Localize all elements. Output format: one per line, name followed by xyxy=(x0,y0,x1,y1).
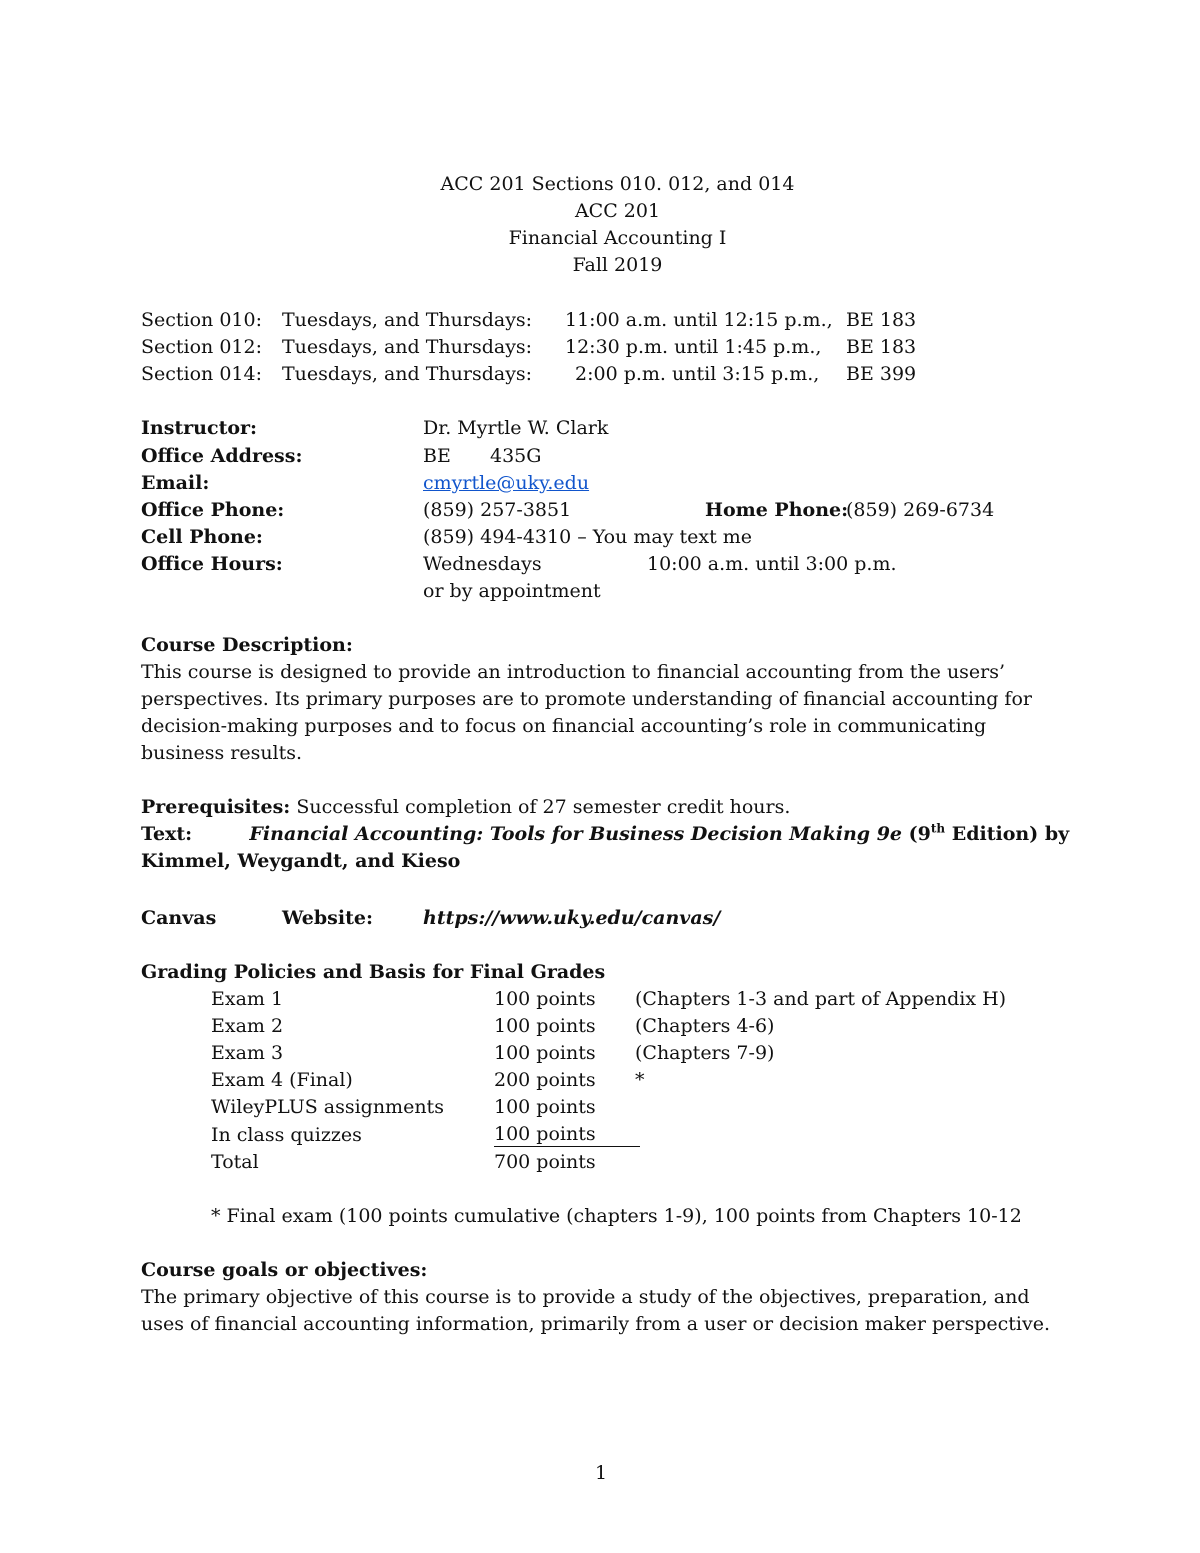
office-hours-day: Wednesdays xyxy=(423,553,542,575)
section-days: Tuesdays, and Thursdays: xyxy=(282,309,533,331)
section-label: Section 010: xyxy=(141,309,262,331)
prerequisites-text: Successful completion of 27 semester credit hours. xyxy=(296,796,791,818)
textbook-label: Text: xyxy=(141,823,193,845)
section-time: 12:30 p.m. until 1:45 p.m., xyxy=(565,336,822,358)
textbook-title: Financial Accounting: Tools for Business Decision Making 9e xyxy=(249,823,903,845)
office-building: BE xyxy=(423,445,451,467)
grading-points: 200 points xyxy=(494,1069,596,1091)
grading-item: Exam 2 xyxy=(211,1015,284,1037)
section-room: BE 183 xyxy=(846,336,917,358)
grading-item: Total xyxy=(211,1151,259,1173)
textbook-authors: Kimmel, Weygandt, and Kieso xyxy=(141,850,461,872)
grading-note: (Chapters 1-3 and part of Appendix H) xyxy=(635,988,1007,1010)
grading-points: 100 points xyxy=(494,1122,640,1147)
canvas-label: Canvas xyxy=(141,907,217,929)
office-address-label: Office Address: xyxy=(141,445,303,467)
grading-item: WileyPLUS assignments xyxy=(211,1096,444,1118)
home-phone-label: Home Phone: xyxy=(705,499,849,521)
office-hours-alt: or by appointment xyxy=(423,580,601,602)
grading-item: In class quizzes xyxy=(211,1124,362,1146)
section-time: 2:00 p.m. until 3:15 p.m., xyxy=(575,363,820,385)
instructor-label: Instructor: xyxy=(141,417,258,439)
course-header-line2: ACC 201 xyxy=(574,200,661,222)
instructor-name: Dr. Myrtle W. Clark xyxy=(423,417,609,439)
grading-note: * xyxy=(635,1069,645,1091)
course-title: Financial Accounting I xyxy=(508,227,727,249)
textbook-edition-sup: th xyxy=(930,821,946,836)
section-room: BE 183 xyxy=(846,309,917,331)
grading-item: Exam 1 xyxy=(211,988,284,1010)
course-description-heading: Course Description: xyxy=(141,634,353,656)
website-label: Website: xyxy=(282,907,373,929)
course-goals-text: The primary objective of this course is to provide a study of the objectives, preparation, and uses of financial accounting information, primarily from a user or decision maker perspective. xyxy=(141,1286,1050,1335)
canvas-url[interactable]: https://www.uky.edu/canvas/ xyxy=(423,907,721,929)
home-phone: (859) 269-6734 xyxy=(846,499,995,521)
section-time: 11:00 a.m. until 12:15 p.m., xyxy=(565,309,833,331)
course-goals-heading: Course goals or objectives: xyxy=(141,1259,428,1281)
textbook-edition-close: Edition) by xyxy=(945,823,1070,845)
cell-phone: (859) 494-4310 – You may text me xyxy=(423,526,753,548)
grading-points: 100 points xyxy=(494,1096,596,1118)
section-days: Tuesdays, and Thursdays: xyxy=(282,363,533,385)
email-label: Email: xyxy=(141,472,210,494)
office-hours-time: 10:00 a.m. until 3:00 p.m. xyxy=(647,553,897,575)
grading-points: 100 points xyxy=(494,1015,596,1037)
course-term: Fall 2019 xyxy=(572,254,663,276)
section-label: Section 014: xyxy=(141,363,262,385)
prerequisites-label: Prerequisites: xyxy=(141,796,291,818)
office-hours-label: Office Hours: xyxy=(141,553,283,575)
section-room: BE 399 xyxy=(846,363,917,385)
grading-item: Exam 3 xyxy=(211,1042,284,1064)
office-phone: (859) 257-3851 xyxy=(423,499,572,521)
grading-footnote: * Final exam (100 points cumulative (chapters 1-9), 100 points from Chapters 10-12 xyxy=(211,1205,1022,1227)
grading-points: 100 points xyxy=(494,988,596,1010)
section-days: Tuesdays, and Thursdays: xyxy=(282,336,533,358)
grading-heading: Grading Policies and Basis for Final Grades xyxy=(141,961,606,983)
grading-note: (Chapters 7-9) xyxy=(635,1042,775,1064)
textbook-edition-open: (9 xyxy=(908,823,931,845)
grading-item: Exam 4 (Final) xyxy=(211,1069,353,1091)
grading-points: 100 points xyxy=(494,1042,596,1064)
grading-points: 700 points xyxy=(494,1151,596,1173)
email-link[interactable]: cmyrtle@uky.edu xyxy=(423,472,590,494)
prerequisites xyxy=(141,794,790,821)
course-header-line1: ACC 201 Sections 010. 012, and 014 xyxy=(440,173,795,195)
course-description-text: This course is designed to provide an introduction to financial accounting from the users’ perspectives. Its primary purposes are to promote understanding of financial accounting for decision-making purposes and to focus on financial accounting’s role in communicating business results. xyxy=(141,661,1032,764)
office-room: 435G xyxy=(490,445,542,467)
page-number: 1 xyxy=(595,1462,608,1484)
textbook-line xyxy=(141,821,1069,848)
cell-phone-label: Cell Phone: xyxy=(141,526,263,548)
section-label: Section 012: xyxy=(141,336,262,358)
grading-note: (Chapters 4-6) xyxy=(635,1015,775,1037)
office-phone-label: Office Phone: xyxy=(141,499,285,521)
